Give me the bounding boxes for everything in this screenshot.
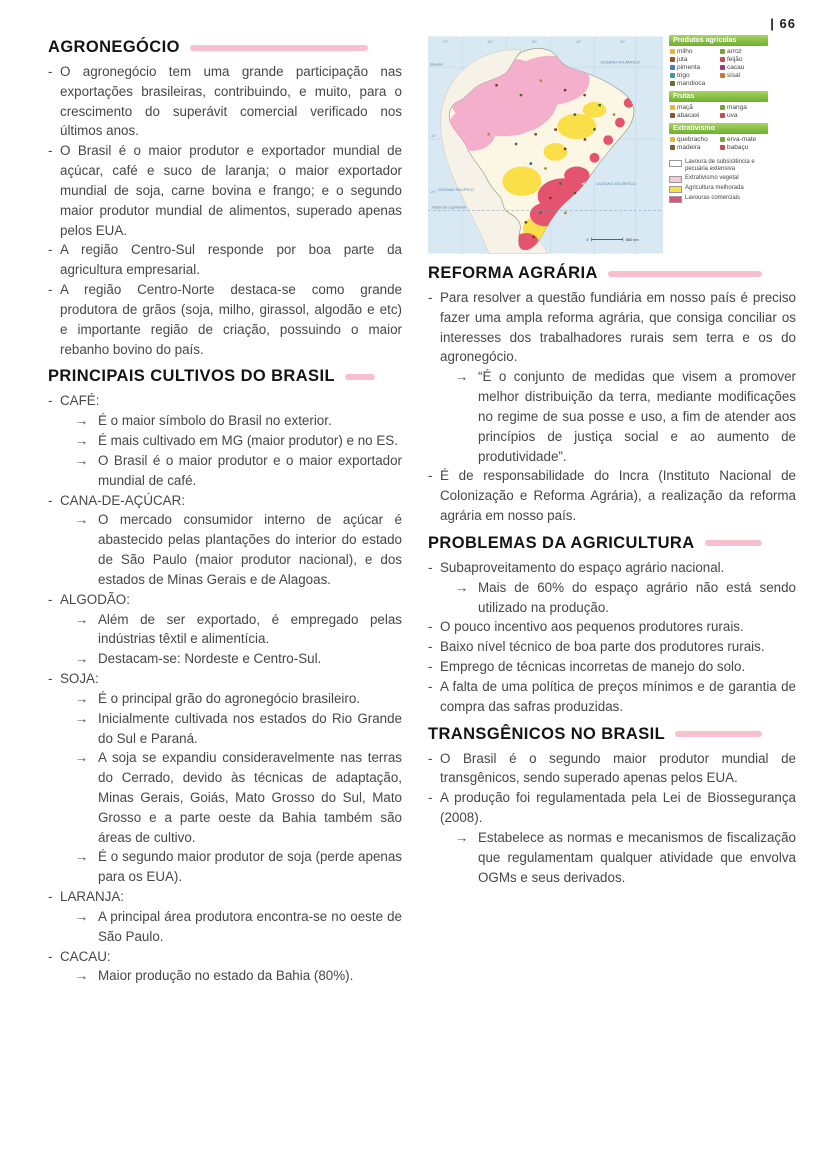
legend-item-label: babaçu <box>727 144 749 151</box>
ocean-pacific-label: OCEANO PACÍFICO <box>437 187 474 193</box>
note-text: Destacam-se: Nordeste e Centro-Sul. <box>98 651 322 667</box>
note-line <box>48 709 402 749</box>
area-color-swatch <box>669 196 682 203</box>
note-line <box>428 288 796 367</box>
legend-item <box>720 144 767 151</box>
note-line <box>48 411 402 431</box>
note-line <box>48 62 402 141</box>
note-line <box>48 280 402 359</box>
area-legend-row <box>669 159 768 173</box>
crop-icon <box>670 137 675 142</box>
legend-group-title: Frutas <box>669 91 768 102</box>
legend-item <box>670 72 717 79</box>
legend-item <box>720 64 767 71</box>
dash-bullet: - <box>428 659 433 675</box>
legend-item <box>720 112 767 119</box>
area-legend-label: Extrativismo vegetal <box>685 174 739 181</box>
note-text: Para resolver a questão fundiária em nosso país é preciso fazer uma ampla reforma agrária, que consiga conciliar os interesses dos trabalhadores rurais sem terra e os do agronegócio. <box>440 290 796 365</box>
note-line <box>48 590 402 610</box>
heading-underline <box>345 374 375 380</box>
arrow-icon: → <box>455 369 469 385</box>
note-text: A região Centro-Sul responde por boa parte da agricultura empresarial. <box>60 242 402 278</box>
ocean-atlantic-label: OCEANO ATLÂNTICO <box>600 59 640 65</box>
note-line <box>48 491 402 511</box>
note-line <box>428 617 796 637</box>
dash-bullet: - <box>48 64 53 79</box>
crop-icon <box>720 49 725 54</box>
legend-group-title: Produtos agrícolas <box>669 35 768 46</box>
legend-item <box>720 72 767 79</box>
note-line <box>48 431 402 451</box>
graticule-label: -40° <box>574 40 582 45</box>
legend-item-label: quebracho <box>677 136 708 143</box>
legend-group-frutas <box>669 91 768 119</box>
legend-group-produtos <box>669 35 768 87</box>
note-line <box>48 689 402 709</box>
heading-underline <box>705 540 762 546</box>
note-text: O agronegócio tem uma grande participação nas exportações brasileiras, contribuindo, e muito, para o crescimento do superávit comercial verificado nos últimos anos. <box>60 64 402 139</box>
note-text: LARANJA: <box>60 889 124 905</box>
legend-item <box>670 112 717 119</box>
legend-item <box>720 136 767 143</box>
dash-bullet: - <box>48 393 53 409</box>
note-text: A falta de uma política de preços mínimos e de garantia de compra das safras produzidas. <box>440 678 796 714</box>
left-column <box>48 32 402 994</box>
note-list <box>48 391 402 986</box>
arrow-icon: → <box>455 829 469 845</box>
dash-bullet: - <box>428 790 433 806</box>
dash-bullet: - <box>428 290 433 305</box>
graticule-label: -50° <box>530 40 538 45</box>
note-line <box>48 748 402 847</box>
arrow-icon: → <box>75 968 89 984</box>
arrow-icon: → <box>75 413 89 429</box>
legend-item <box>670 64 717 71</box>
arrow-icon: → <box>75 690 89 706</box>
crop-icon <box>720 73 725 78</box>
legend-item <box>670 80 717 87</box>
note-text: O mercado consumidor interno de açúcar é abastecido pelas plantações do interior do estado de São Paulo (maior produtor nacional), e dos estados de Minas Gerais e de Alagoas. <box>98 512 402 587</box>
crop-icon <box>670 73 675 78</box>
note-text: Subaproveitamento do espaço agrário nacional. <box>440 559 725 575</box>
note-text: É o principal grão do agronegócio brasileiro. <box>98 690 361 706</box>
note-line <box>428 657 796 677</box>
graticule-label: -10° <box>429 134 437 139</box>
heading-row <box>48 38 402 57</box>
note-text: É o segundo maior produtor de soja (perde apenas para os EUA). <box>98 849 402 885</box>
graticule-label: -30° <box>618 40 626 45</box>
dash-bullet: - <box>48 671 53 687</box>
note-list <box>428 749 796 888</box>
brazil-agriculture-map <box>428 34 768 256</box>
note-text: Além de ser exportado, é empregado pelas indústrias têxtil e alimentícia. <box>98 611 402 647</box>
legend-item-label: maçã <box>677 104 693 111</box>
arrow-icon: → <box>455 579 469 595</box>
dash-bullet: - <box>428 468 433 484</box>
dash-bullet: - <box>428 559 433 575</box>
note-text: CACAU: <box>60 948 111 964</box>
legend-item-label: madeira <box>677 144 701 151</box>
dash-bullet: - <box>428 619 433 635</box>
note-line <box>428 749 796 789</box>
note-text: O Brasil é o segundo maior produtor mundial de transgênicos, sendo superado apenas pelos EUA. <box>440 750 796 786</box>
note-text: O Brasil é o maior produtor e exportador mundial de açúcar, café e suco de laranja; o maior exportador mundial de soja, carne bovina e frango; e o segundo maior produtor mundial de alimentos, superado apenas pelos EUA. <box>60 143 402 238</box>
arrow-icon: → <box>75 512 89 528</box>
legend-item-label: sisal <box>727 72 741 79</box>
note-text: ALGODÃO: <box>60 591 130 607</box>
scale-label: 660 km <box>625 236 639 242</box>
arrow-icon: → <box>75 611 89 627</box>
crop-icon <box>720 145 725 150</box>
dash-bullet: - <box>48 948 53 964</box>
area-legend-label: Lavouras comerciais <box>685 194 741 201</box>
note-list <box>48 62 402 359</box>
section-principais-cultivos <box>48 367 402 986</box>
note-line <box>48 141 402 240</box>
crop-icon <box>670 57 675 62</box>
legend-item-label: abacaxi <box>677 112 700 119</box>
note-line <box>48 907 402 947</box>
crop-icon <box>670 49 675 54</box>
note-text: A região Centro-Norte destaca-se como grande produtora de grãos (soja, milho, girassol, algodão e etc) e importante região de criação, possuindo o maior rebanho bovino do país. <box>60 282 402 357</box>
section-heading: REFORMA AGRÁRIA <box>428 264 598 282</box>
area-color-swatch <box>669 176 682 183</box>
section-heading: TRANSGÊNICOS NO BRASIL <box>428 724 666 743</box>
legend-item <box>670 136 717 143</box>
crop-icon <box>720 113 725 118</box>
crop-icon <box>720 65 725 70</box>
note-text: Mais de 60% do espaço agrário não está sendo utilizado na produção. <box>478 579 796 615</box>
note-text: A produção foi regulamentada pela Lei de Biossegurança (2008). <box>440 790 796 826</box>
graticule-label: -60° <box>486 40 494 45</box>
note-text: É o maior símbolo do Brasil no exterior. <box>98 413 332 429</box>
legend-item-label: mandioca <box>677 80 706 87</box>
dash-bullet: - <box>428 750 433 766</box>
legend-item-label: milho <box>677 48 693 55</box>
legend-item-label: uva <box>727 112 738 119</box>
note-text: A soja se expandiu consideravelmente nas terras do Cerrado, devido às técnicas de adaptação, Minas Gerais, Goiás, Mato Grosso do Sul, Mato Grosso e a parte oeste da Bahia também são áreas de cultivo. <box>98 750 402 845</box>
note-line <box>48 510 402 589</box>
legend-item-label: pimenta <box>677 64 701 71</box>
heading-underline <box>190 45 368 51</box>
note-line <box>48 669 402 689</box>
note-line <box>48 240 402 280</box>
right-column <box>428 32 796 994</box>
dash-bullet: - <box>48 492 53 508</box>
note-text: “É o conjunto de medidas que visem a promover melhor distribuição da terra, mediante modificações no regime de sua posse e uso, a fim de atender aos princípios de justiça social e ao aumento de produtividade”. <box>478 369 796 464</box>
map-canvas <box>428 34 663 256</box>
legend-item <box>720 48 767 55</box>
note-line <box>48 391 402 411</box>
note-line <box>48 947 402 967</box>
legend-item-label: juta <box>677 56 688 63</box>
page-number: | 66 <box>770 16 796 31</box>
note-text: Baixo nível técnico de boa parte dos produtores rurais. <box>440 639 765 655</box>
area-legend <box>669 159 768 203</box>
graticule-label: -20° <box>429 189 437 194</box>
crop-icon <box>720 105 725 110</box>
note-line <box>48 847 402 887</box>
note-text: CANA-DE-AÇÚCAR: <box>60 492 185 508</box>
tropic-label: Trópico de Capricórnio <box>430 205 467 210</box>
arrow-icon: → <box>75 849 89 865</box>
dash-bullet: - <box>48 282 53 298</box>
brazil-map-svg <box>428 34 663 256</box>
area-color-swatch <box>669 186 682 193</box>
note-line <box>428 367 796 466</box>
legend-item <box>670 144 717 151</box>
dash-bullet: - <box>428 639 433 655</box>
note-text: SOJA: <box>60 671 99 687</box>
crop-icon <box>670 145 675 150</box>
arrow-icon: → <box>75 651 89 667</box>
dash-bullet: - <box>48 143 53 159</box>
heading-row <box>428 725 796 744</box>
note-line <box>428 578 796 618</box>
note-text: O Brasil é o maior produtor e o maior exportador mundial de café. <box>98 452 402 488</box>
ocean-atlantic-label: OCEANO ATLÂNTICO <box>596 181 636 187</box>
arrow-icon: → <box>75 750 89 766</box>
note-text: É de responsabilidade do Incra (Instituto Nacional de Colonização e Reforma Agrária), a realização da reforma agrária em nosso país. <box>440 468 796 524</box>
note-line <box>428 637 796 657</box>
note-line <box>48 610 402 650</box>
note-text: Maior produção no estado da Bahia (80%). <box>98 968 354 984</box>
note-line <box>428 466 796 525</box>
area-color-swatch <box>669 160 682 167</box>
content-columns <box>48 32 796 994</box>
note-line <box>428 558 796 578</box>
section-problemas-agricultura <box>428 534 796 717</box>
section-heading: PROBLEMAS DA AGRICULTURA <box>428 533 695 552</box>
crop-icon <box>720 57 725 62</box>
area-legend-label: Lavoura de subsistência e pecuária extensiva <box>685 159 755 172</box>
area-legend-label: Agricultura melhorada <box>685 184 744 191</box>
note-line <box>48 649 402 669</box>
note-text: A principal área produtora encontra-se no oeste de São Paulo. <box>98 908 402 944</box>
section-heading: AGRONEGÓCIO <box>48 38 180 56</box>
note-text: O pouco incentivo aos pequenos produtores rurais. <box>440 619 744 635</box>
note-list <box>428 558 796 717</box>
legend-item-label: arroz <box>727 48 742 55</box>
legend-group-title: Extrativismo <box>669 123 768 134</box>
legend-item-label: cacau <box>727 64 745 71</box>
legend-item-label: manga <box>727 104 747 111</box>
legend-items <box>669 136 768 151</box>
note-text: Estabelece as normas e mecanismos de fiscalização que regulamentam qualquer atividade que envolva OGMs e seus derivados. <box>478 829 796 885</box>
dash-bullet: - <box>48 242 53 258</box>
heading-row <box>428 264 796 283</box>
heading-row <box>48 367 402 386</box>
note-line <box>48 966 402 986</box>
arrow-icon: → <box>75 710 89 726</box>
map-legend <box>663 34 768 256</box>
crop-icon <box>720 137 725 142</box>
dash-bullet: - <box>48 591 53 607</box>
legend-item <box>670 56 717 63</box>
graticule-label: -70° <box>441 40 449 45</box>
legend-items <box>669 104 768 119</box>
note-text: É mais cultivado em MG (maior produtor) e no ES. <box>98 433 398 449</box>
note-text: Inicialmente cultivada nos estados do Rio Grande do Sul e Paraná. <box>98 710 402 746</box>
heading-underline <box>675 731 762 737</box>
note-line <box>428 828 796 887</box>
section-transgenicos <box>428 725 796 888</box>
note-line <box>48 887 402 907</box>
note-list <box>428 288 796 526</box>
section-agronegocio <box>48 38 402 359</box>
crop-icon <box>670 81 675 86</box>
area-legend-row <box>669 195 768 203</box>
arrow-icon: → <box>75 908 89 924</box>
legend-item-label: feijão <box>727 56 743 63</box>
crop-icon <box>670 65 675 70</box>
legend-item-label: trigo <box>677 72 690 79</box>
note-line <box>48 451 402 491</box>
note-text: Emprego de técnicas incorretas de manejo do solo. <box>440 659 746 675</box>
note-text: CAFÉ: <box>60 393 100 409</box>
heading-row <box>428 534 796 553</box>
dash-bullet: - <box>48 889 53 905</box>
scale-zero-label: 0 <box>586 236 589 242</box>
crop-icon <box>670 105 675 110</box>
section-reforma-agraria <box>428 264 796 526</box>
area-legend-row <box>669 185 768 193</box>
dash-bullet: - <box>428 678 433 694</box>
crop-icon <box>670 113 675 118</box>
legend-item-label: erva-mate <box>727 136 757 143</box>
arrow-icon: → <box>75 433 89 449</box>
legend-item <box>670 48 717 55</box>
area-legend-row <box>669 175 768 183</box>
note-line <box>428 677 796 717</box>
legend-item <box>720 104 767 111</box>
legend-item <box>720 56 767 63</box>
heading-underline <box>608 271 762 277</box>
legend-items <box>669 48 768 87</box>
equator-label: Equador <box>429 62 444 67</box>
section-heading: PRINCIPAIS CULTIVOS DO BRASIL <box>48 367 335 386</box>
legend-group-extrativismo <box>669 123 768 151</box>
arrow-icon: → <box>75 452 89 468</box>
legend-item <box>670 104 717 111</box>
note-line <box>428 788 796 828</box>
